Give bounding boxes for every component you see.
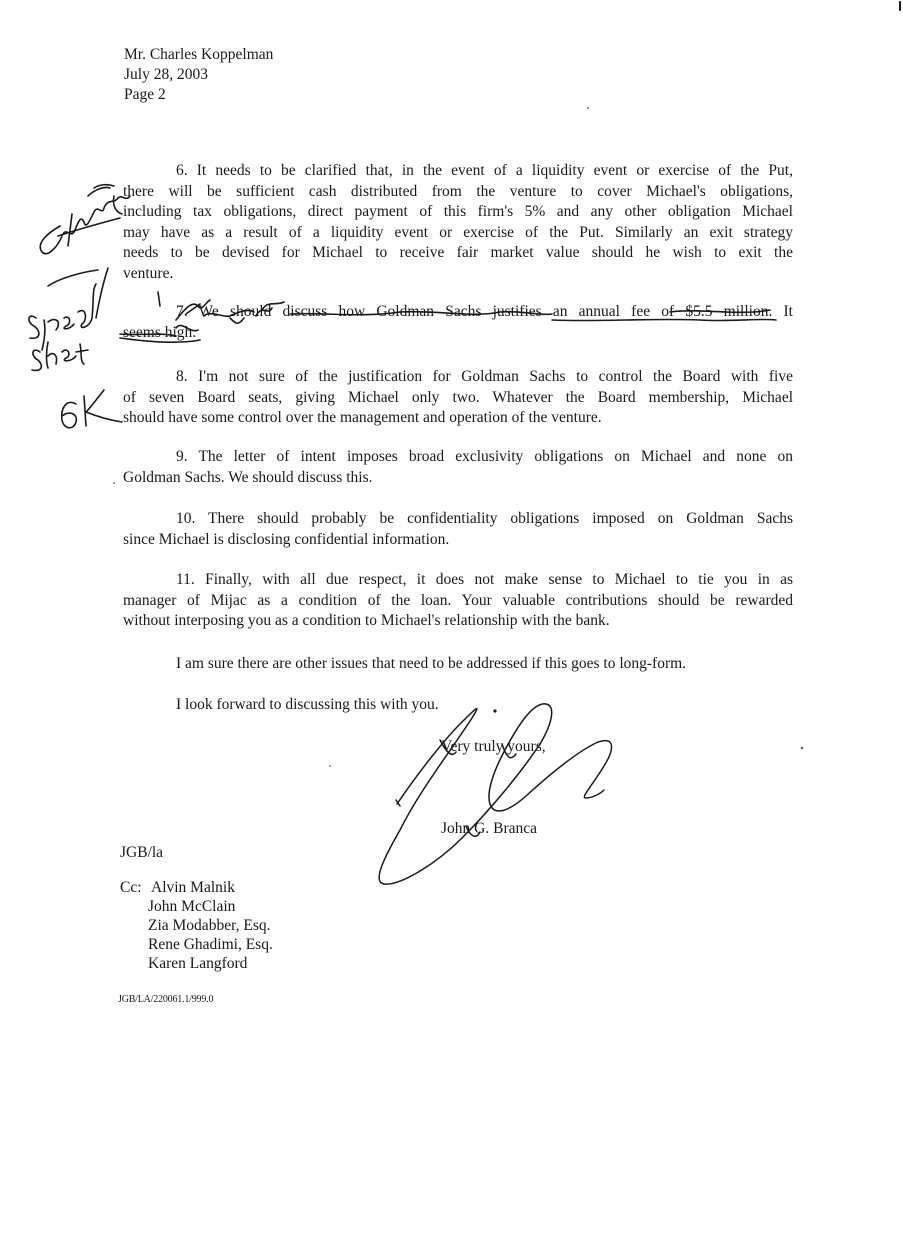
paragraph-10: [123, 509, 793, 550]
paragraph-line: 8. I'm not sure of the justification for Goldman Sachs to control the Board with five: [176, 368, 793, 385]
ink-dot: [493, 709, 496, 712]
valediction: Very truly yours,: [441, 738, 546, 755]
paragraph-7: [123, 302, 793, 343]
cc-name: Karen Langford: [148, 955, 248, 972]
paragraph-line: there will be sufficient cash distributed from the venture to cover Michael's obligations,: [123, 182, 793, 200]
paragraph-line: 10. There should probably be confidentiality obligations imposed on Goldman Sachs: [176, 510, 793, 527]
tick-mark: [94, 185, 114, 188]
cc-name: Zia Modabber, Esq.: [148, 917, 271, 934]
margin-note-6k-icon: [62, 390, 122, 428]
document-reference: JGB/LA/220061.1/999.0: [118, 994, 214, 1005]
cc-label: Cc:: [120, 879, 142, 896]
cc-name: John McClain: [148, 898, 236, 915]
paragraph-line: without interposing you as a condition to Michael's relationship with the bank.: [123, 612, 610, 630]
paragraph-6: [123, 161, 793, 285]
closing-line: I am sure there are other issues that need to be addressed if this goes to long-form.: [176, 655, 687, 672]
paragraph-line: 11. Finally, with all due respect, it does not make sense to Michael to tie you in as: [176, 571, 793, 588]
paragraph-line: venture.: [123, 264, 174, 282]
signature-icon: [379, 704, 611, 884]
ink-dot: [329, 765, 330, 766]
bracket-mark: [113, 196, 122, 214]
ink-dot: [587, 107, 589, 109]
dash-mark: [48, 270, 98, 286]
paragraph-line-struck: seems high.: [123, 323, 197, 341]
paragraph-8: [123, 367, 793, 429]
paragraph-line: manager of Mijac as a condition of the loan. Your valuable contributions should be rewarded: [123, 591, 793, 609]
paragraph-line-struck: 7. We should discuss how Goldman Sachs justifies an annual fee of $5.5 million. It: [176, 303, 793, 320]
paragraph-11: [123, 570, 793, 632]
paragraph-9: [123, 447, 793, 488]
recipient-name: Mr. Charles Koppelman: [124, 46, 274, 63]
paragraph-line: may have as a result of a liquidity event or exercise of the Put. Similarly an exit strategy: [123, 223, 793, 241]
paragraph-line: since Michael is disclosing confidential information.: [123, 530, 450, 548]
margin-note-complete-icon: [40, 187, 130, 253]
paragraph-line: Goldman Sachs. We should discuss this.: [123, 468, 373, 486]
cc-name: Alvin Malnik: [151, 879, 235, 896]
paragraph-line: should have some control over the management and operation of the venture.: [123, 409, 602, 427]
typist-initials: JGB/la: [120, 844, 164, 861]
paragraph-line: 9. The letter of intent imposes broad exclusivity obligations on Michael and none on: [176, 448, 793, 465]
ink-dot: [801, 747, 803, 749]
dash-mark: [96, 268, 108, 318]
page-number: Page 2: [124, 86, 166, 103]
paragraph-line: of seven Board seats, giving Michael only two. Whatever the Board membership, Michael: [123, 388, 793, 406]
cc-name: Rene Ghadimi, Esq.: [148, 936, 273, 953]
ink-dot: [113, 482, 115, 484]
closing-line: I look forward to discussing this with you.: [176, 696, 439, 713]
signer-name: John G. Branca: [441, 820, 537, 837]
paragraph-line: 6. It needs to be clarified that, in the event of a liquidity event or exercise of the Put,: [176, 162, 793, 179]
paragraph-line: including tax obligations, direct payment of this firm's 5% and any other obligation Michael: [123, 203, 793, 221]
margin-note-spreadsheet-icon: [29, 284, 96, 370]
letter-date: July 28, 2003: [124, 66, 208, 83]
paragraph-line: needs to be devised for Michael to receive fair market value should he wish to exit the: [123, 244, 793, 262]
